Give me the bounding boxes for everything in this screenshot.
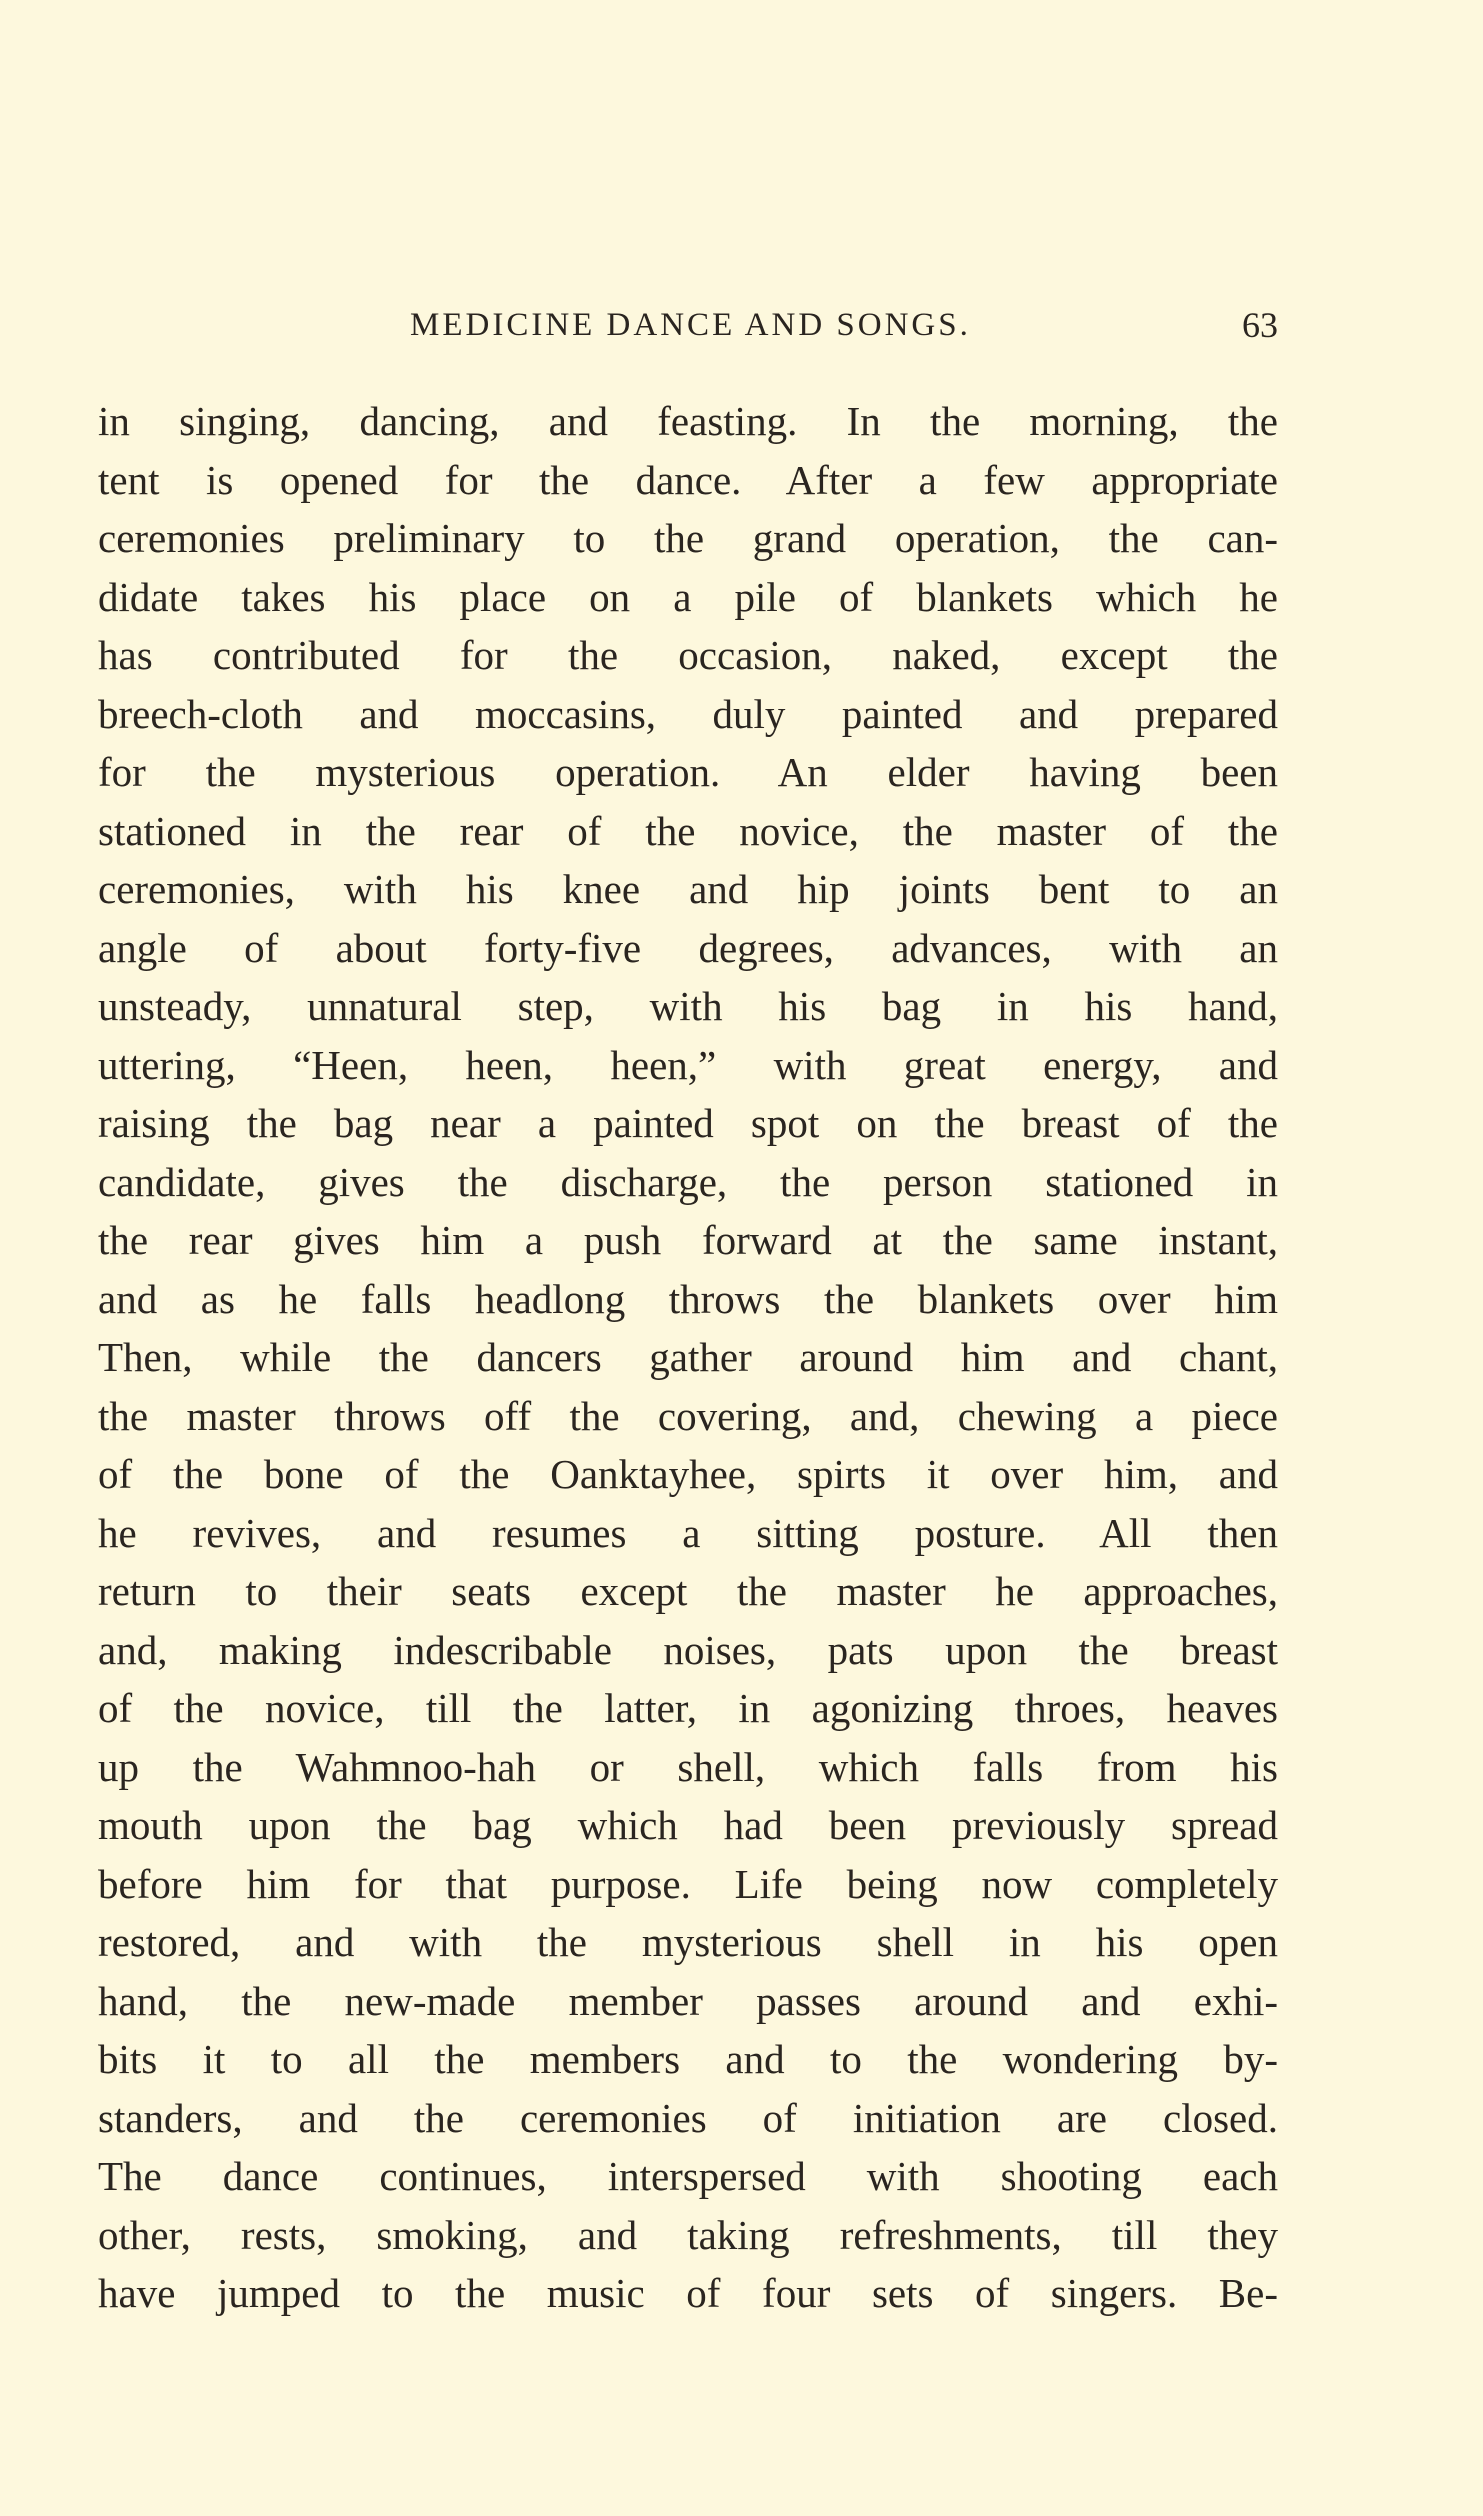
text-line: unsteady, unnatural step, with his bag in his hand, <box>98 983 1278 1029</box>
body-text <box>98 392 1278 2323</box>
text-line: didate takes his place on a pile of blankets which he <box>98 573 1278 620</box>
text-line: have jumped to the music of four sets of singers. Be- <box>98 2270 1278 2316</box>
text-line: before him for that purpose. Life being now completely <box>98 1860 1278 1907</box>
text-line: of the bone of the Oanktayhee, spirts it over him, and <box>98 1451 1278 1497</box>
text-line: other, rests, smoking, and taking refreshments, till they <box>98 2211 1278 2258</box>
running-title: MEDICINE DANCE AND SONGS. <box>410 307 971 343</box>
text-line: of the novice, till the latter, in agonizing throes, heaves <box>98 1685 1278 1731</box>
text-line: hand, the new-made member passes around and exhi- <box>98 1977 1278 2024</box>
text-line: breech-cloth and moccasins, duly painted and prepared <box>98 690 1278 737</box>
text-line: ceremonies, with his knee and hip joints bent to an <box>98 866 1278 912</box>
text-line: he revives, and resumes a sitting posture. All then <box>98 1509 1278 1556</box>
text-line: the rear gives him a push forward at the same instant, <box>98 1217 1278 1263</box>
text-line: ceremonies preliminary to the grand operation, the can- <box>98 515 1278 561</box>
text-line: for the mysterious operation. An elder having been <box>98 749 1278 795</box>
text-line: up the Wahmnoo-hah or shell, which falls from his <box>98 1743 1278 1790</box>
text-line: in singing, dancing, and feasting. In the morning, the <box>98 398 1278 444</box>
text-line: mouth upon the bag which had been previously spread <box>98 1802 1278 1848</box>
text-line: The dance continues, interspersed with shooting each <box>98 2153 1278 2199</box>
page-number: 63 <box>1242 305 1278 345</box>
text-line: the master throws off the covering, and, chewing a piece <box>98 1392 1278 1439</box>
text-line: standers, and the ceremonies of initiation are closed. <box>98 2094 1278 2141</box>
text-line: and as he falls headlong throws the blankets over him <box>98 1275 1278 1322</box>
text-line: uttering, “Heen, heen, heen,” with great energy, and <box>98 1041 1278 1088</box>
text-line: bits it to all the members and to the wondering by- <box>98 2036 1278 2082</box>
text-line: and, making indescribable noises, pats upon the breast <box>98 1626 1278 1673</box>
text-line: angle of about forty-five degrees, advances, with an <box>98 924 1278 971</box>
text-line: stationed in the rear of the novice, the master of the <box>98 807 1278 854</box>
text-line: return to their seats except the master he approaches, <box>98 1568 1278 1614</box>
text-line: has contributed for the occasion, naked, except the <box>98 632 1278 678</box>
text-line: raising the bag near a painted spot on the breast of the <box>98 1100 1278 1146</box>
text-line: restored, and with the mysterious shell in his open <box>98 1919 1278 1965</box>
running-head <box>98 300 1278 350</box>
text-line: tent is opened for the dance. After a few appropriate <box>98 456 1278 503</box>
text-line: candidate, gives the discharge, the person stationed in <box>98 1158 1278 1205</box>
text-line: Then, while the dancers gather around him and chant, <box>98 1334 1278 1380</box>
